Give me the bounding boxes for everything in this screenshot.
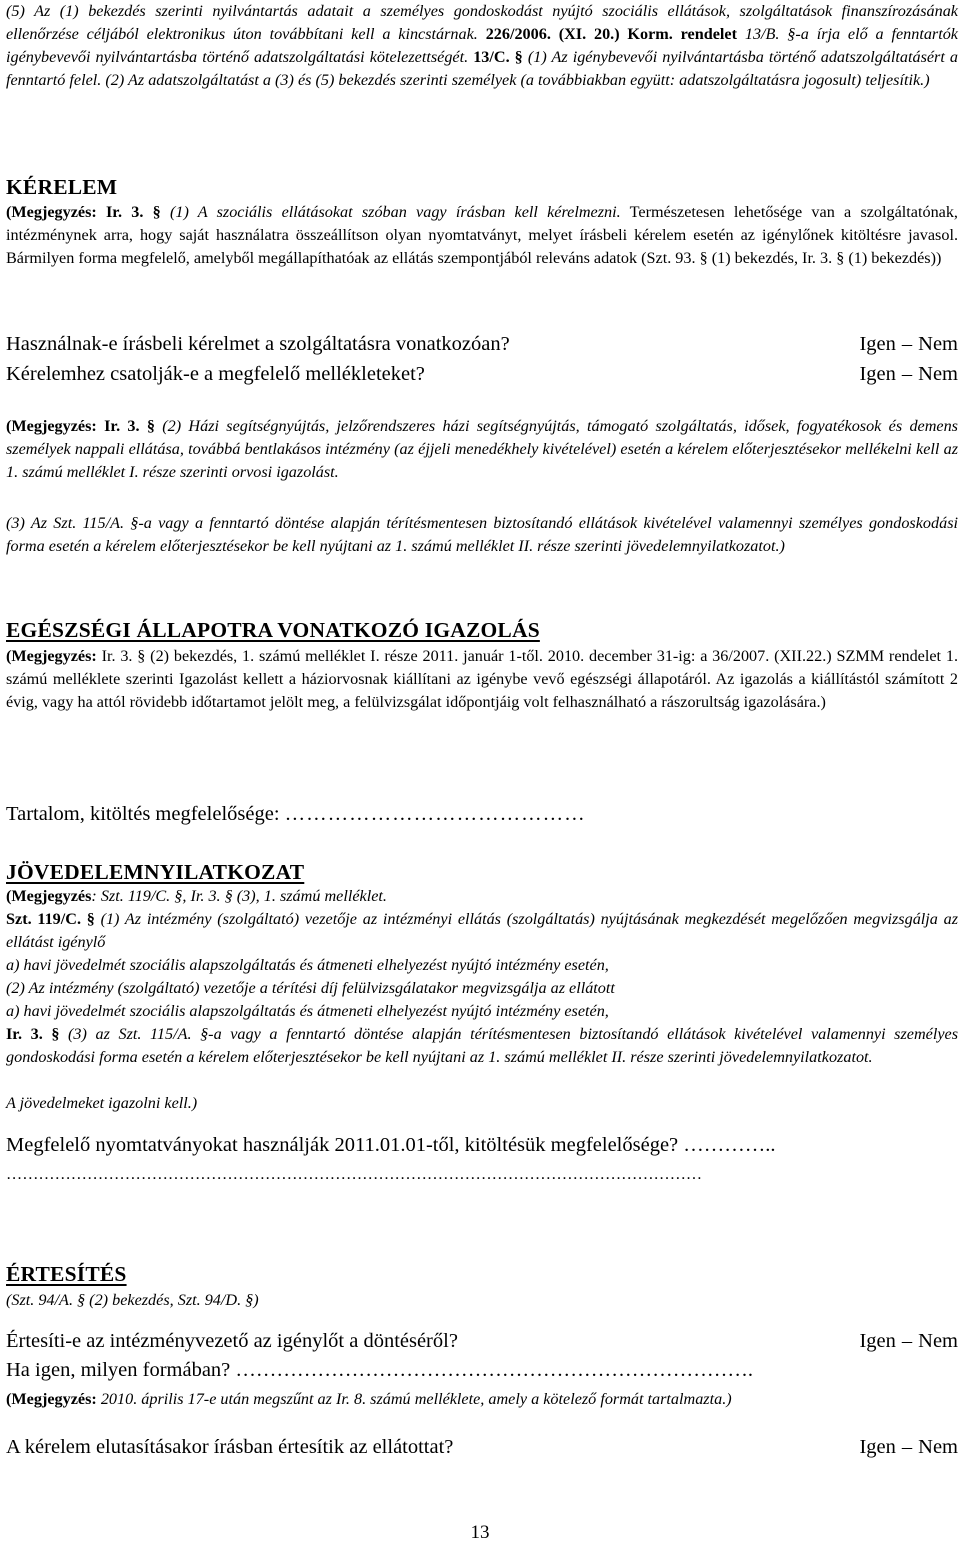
egeszseg-note-ref: (Megjegyzés: bbox=[6, 647, 97, 665]
ertesites-q2-fill-line[interactable]: …………………………………………………………………. bbox=[230, 1359, 754, 1381]
intro-decree-ref: 226/2006. (XI. 20.) Korm. rendelet bbox=[485, 25, 738, 43]
ertesites-question-2 bbox=[6, 1355, 958, 1385]
kerelem-q1-options: Igen – Nem bbox=[859, 333, 958, 355]
jovedelem-heading: JÖVEDELEMNYILATKOZAT bbox=[6, 860, 305, 884]
jovedelem-line-5-ref: Ir. 3. § bbox=[6, 1025, 60, 1043]
jovedelem-line-4: a) havi jövedelmét szociális alapszolgáltatás és átmeneti elhelyezést nyújtó intézmény esetén, bbox=[6, 1002, 609, 1020]
ertesites-ref: (Szt. 94/A. § (2) bekezdés, Szt. 94/D. §) bbox=[6, 1291, 259, 1309]
jovedelem-line-1-ref: Szt. 119/C. § bbox=[6, 910, 95, 928]
egeszseg-question-text: Tartalom, kitöltés megfelelősége: bbox=[6, 803, 280, 825]
jovedelem-question: Megfelelő nyomtatványokat használják 2011.01.01-től, kitöltésük megfelelősége? ………….. bbox=[6, 1134, 776, 1156]
kerelem-note-italic: (1) A szociális ellátásokat szóban vagy írásban kell kérelmezni. bbox=[160, 203, 621, 221]
yes-option[interactable]: Igen bbox=[859, 1330, 896, 1352]
kerelem-note-2-ref: (Megjegyzés: Ir. 3. § bbox=[6, 417, 155, 435]
ertesites-question-3-text: A kérelem elutasításakor írásban értesítik az ellátottat? bbox=[6, 1436, 454, 1458]
jovedelem-line-6: A jövedelmeket igazolni kell.) bbox=[6, 1094, 198, 1112]
jovedelem-line-1 bbox=[6, 908, 958, 954]
yes-option[interactable]: Igen bbox=[859, 363, 896, 385]
kerelem-question-2 bbox=[6, 359, 958, 389]
intro-p2: 13/B. §-a írja elő a fenntartók igénybevevői nyilvántartásba történő adatszolgáltatási kötelezettségét. bbox=[6, 25, 958, 66]
egeszseg-note bbox=[6, 645, 958, 714]
jovedelem-line-5-text: (3) az Szt. 115/A. §-a vagy a fenntartó döntése alapján térítésmentesen biztosítandó ellátások kivételével valamennyi személyes gondoskodási forma esetén a kérelem előterjesztésekor be kell nyújtani az 1. számú melléklet II. része szerinti jövedelemnyilatkozatot. bbox=[6, 1025, 959, 1066]
yes-option[interactable]: Igen bbox=[859, 1436, 896, 1458]
kerelem-question-2-text: Kérelemhez csatolják-e a megfelelő mellékleteket? bbox=[6, 363, 425, 385]
ertesites-q1-options: Igen – Nem bbox=[859, 1330, 958, 1352]
kerelem-note-ref: (Megjegyzés: Ir. 3. § bbox=[6, 203, 161, 221]
kerelem-note-text: Természetesen lehetősége van a szolgáltatónak, intézménynek arra, hogy saját használatra összeállítson olyan nyomtatványt, melyet írásbeli kérelem esetén az igénylőnek kitöltésre javasol. Bármilyen forma megfelelő, amelyből megállapíthatóak az ellátás szempontjából releváns adatok (Szt. 93. § (1) bekezdés, Ir. 3. § (1) bekezdés)) bbox=[6, 203, 958, 267]
kerelem-note bbox=[6, 201, 958, 270]
ertesites-question-1 bbox=[6, 1326, 958, 1356]
intro-paragraph bbox=[6, 0, 958, 92]
no-option[interactable]: Nem bbox=[918, 1330, 958, 1352]
kerelem-note-2 bbox=[6, 415, 958, 484]
ertesites-note-ref: (Megjegyzés: bbox=[6, 1390, 97, 1408]
intro-p2b: (1) Az igénybevevői nyilvántartásba történő adatszolgáltatásért a fenntartó felel. (2) Az adatszolgáltatást a (3) és (5) bekezdés szerinti személyek (a továbbiakban együtt: adatszolgáltatásra jogosult) teljesítik.) bbox=[6, 48, 959, 89]
egeszseg-fill-line[interactable]: …………………………………… bbox=[284, 803, 586, 825]
jovedelem-ref bbox=[6, 885, 958, 908]
page-number: 13 bbox=[470, 1522, 490, 1543]
kerelem-note-2-italic: (2) Házi segítségnyújtás, jelzőrendszeres házi segítségnyújtás, támogató szolgáltatás, idősek, fogyatékosok és demens személyek nappali ellátása, továbbá bentlakásos intézmény (az éjjeli menedékhely kivételével) esetén a kérelem előterjesztésekor mellékelni kell az 1. számú melléklet I. része szerinti orvosi igazolást. bbox=[6, 417, 958, 481]
ertesites-note bbox=[6, 1388, 958, 1411]
jovedelem-line-2: a) havi jövedelmét szociális alapszolgáltatás és átmeneti elhelyezést nyújtó intézmény esetén, bbox=[6, 956, 609, 974]
no-option[interactable]: Nem bbox=[918, 333, 958, 355]
ertesites-question-2-text: Ha igen, milyen formában? bbox=[6, 1359, 231, 1381]
no-option[interactable]: Nem bbox=[918, 363, 958, 385]
ertesites-question-3 bbox=[6, 1432, 958, 1462]
egeszseg-note-text: Ir. 3. § (2) bekezdés, 1. számú melléklet I. része 2011. január 1-től. 2010. december 31-ig: a 36/2007. (XII.22.) SZMM rendelet 1. számú melléklete szerinti Igazolást kellett a háziorvosnak kiállítani az igénybe vevő egészségi állapotáról. Az igazolás a kiállítástól számított 2 évig, vagy ha attól rövidebb időtartamot jelölt meg, a felülvizsgálat időpontjáig volt felhasználható a rászorultság igazolására.) bbox=[6, 647, 958, 711]
jovedelem-fill-line[interactable]: ………………………………………………………………………………………………………………… bbox=[6, 1165, 703, 1183]
ertesites-note-text: 2010. április 17-e után megszűnt az Ir. 8. számú melléklete, amely a kötelező formát tartalmazta.) bbox=[96, 1390, 732, 1408]
egeszseg-heading: EGÉSZSÉGI ÁLLAPOTRA VONATKOZÓ IGAZOLÁS bbox=[6, 618, 540, 642]
jovedelem-ref-bold: (Megjegyzés bbox=[6, 887, 92, 905]
kerelem-question-1 bbox=[6, 329, 958, 359]
kerelem-question-1-text: Használnak-e írásbeli kérelmet a szolgáltatásra vonatkozóan? bbox=[6, 333, 510, 355]
ertesites-heading: ÉRTESÍTÉS bbox=[6, 1262, 127, 1286]
intro-p1: (5) Az (1) bekezdés szerinti nyilvántartás adatait a személyes gondoskodást nyújtó szociális ellátások, szolgáltatások finanszírozásának ellenőrzése céljából elektronikus úton továbbítani kell a kincstárnak. bbox=[6, 2, 958, 43]
jovedelem-line-5 bbox=[6, 1023, 958, 1069]
no-option[interactable]: Nem bbox=[918, 1436, 958, 1458]
egeszseg-question bbox=[6, 799, 958, 829]
kerelem-heading: KÉRELEM bbox=[6, 175, 118, 199]
kerelem-q2-options: Igen – Nem bbox=[859, 363, 958, 385]
jovedelem-line-3: (2) Az intézmény (szolgáltató) vezetője a térítési díj felülvizsgálatakor megvizsgálja az ellátott bbox=[6, 979, 615, 997]
jovedelem-line-1-text: (1) Az intézmény (szolgáltató) vezetője az intézményi ellátás (szolgáltatás) nyújtásának megkezdését megelőzően megvizsgálja az ellátást igénylő bbox=[6, 910, 959, 951]
intro-section-ref: 13/C. § bbox=[468, 48, 523, 66]
ertesites-question-1-text: Értesíti-e az intézményvezető az igénylőt a döntéséről? bbox=[6, 1330, 458, 1352]
yes-option[interactable]: Igen bbox=[859, 333, 896, 355]
kerelem-note-3: (3) Az Szt. 115/A. §-a vagy a fenntartó döntése alapján térítésmentesen biztosítandó ellátások kivételével valamennyi személyes gondoskodási forma esetén a kérelem előterjesztésekor be kell nyújtani az 1. számú melléklet II. része szerinti jövedelemnyilatkozatot.) bbox=[6, 514, 958, 555]
ertesites-q3-options: Igen – Nem bbox=[859, 1436, 958, 1458]
jovedelem-ref-text: : Szt. 119/C. §, Ir. 3. § (3), 1. számú melléklet. bbox=[91, 887, 387, 905]
